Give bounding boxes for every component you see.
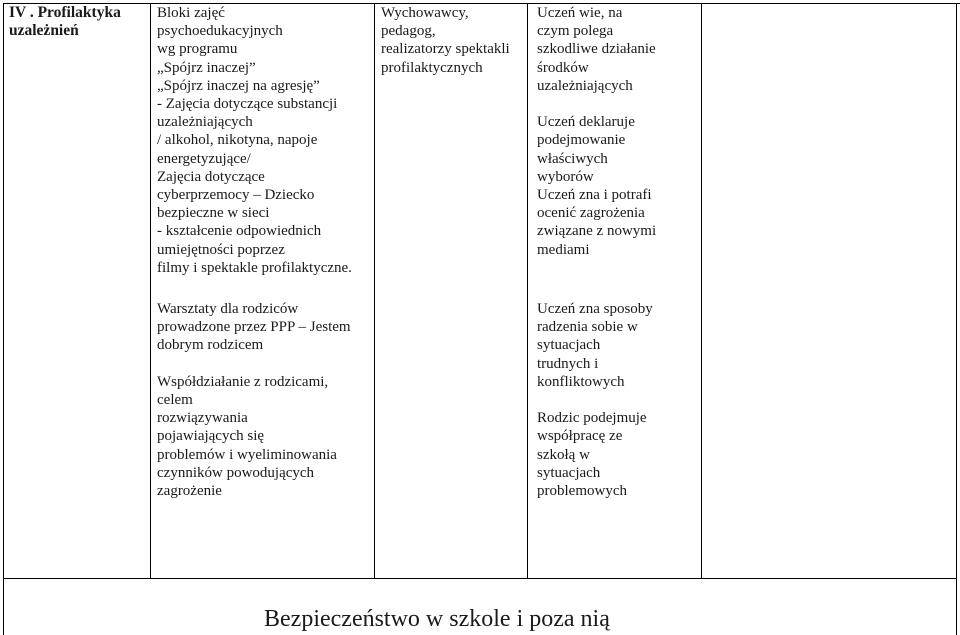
row1-responsible: Wychowawcy, pedagog, realizatorzy spektakli profilaktycznych <box>381 5 510 76</box>
col-divider-4 <box>701 3 702 578</box>
table-border-footer <box>3 578 957 579</box>
table-border-left <box>3 3 4 635</box>
row2-outcomes: Uczeń zna sposoby radzenia sobie w sytuacjach trudnych i konfliktowych Rodzic podejmuje współpracę ze szkołą w sytuacjach problemowych <box>537 301 653 500</box>
col-divider-3 <box>527 3 528 578</box>
table-border-right <box>956 3 957 635</box>
footer-title: Bezpieczeństwo w szkole i poza nią <box>264 606 610 632</box>
section-title: IV . Profilaktyka uzależnień <box>9 4 121 40</box>
col-divider-2 <box>374 3 375 578</box>
col-divider-1 <box>150 3 151 578</box>
row1-outcomes: Uczeń wie, na czym polega szkodliwe działanie środków uzależniających Uczeń deklaruje podejmowanie właściwych wyborów Uczeń zna i potrafi ocenić zagrożenia związane z nowymi mediami <box>537 5 657 258</box>
row1-activities: Bloki zajęć psychoedukacyjnych wg programu „Spójrz inaczej” „Spójrz inaczej na agresję” - Zajęcia dotyczące substancji uzależniających / alkohol, nikotyna, napoje energetyzujące/ Zajęcia dotyczące cyberprzemocy – Dziecko bezpieczne w sieci - kształcenie odpowiednich umiejętności poprzez filmy i spektakle profilaktyczne. <box>157 5 352 276</box>
row2-activities: Warsztaty dla rodziców prowadzone przez PPP – Jestem dobrym rodzicem Współdziałanie z rodzicami, celem rozwiązywania pojawiających się problemów i wyeliminowania czynników powodujących zagrożenie <box>157 301 351 500</box>
